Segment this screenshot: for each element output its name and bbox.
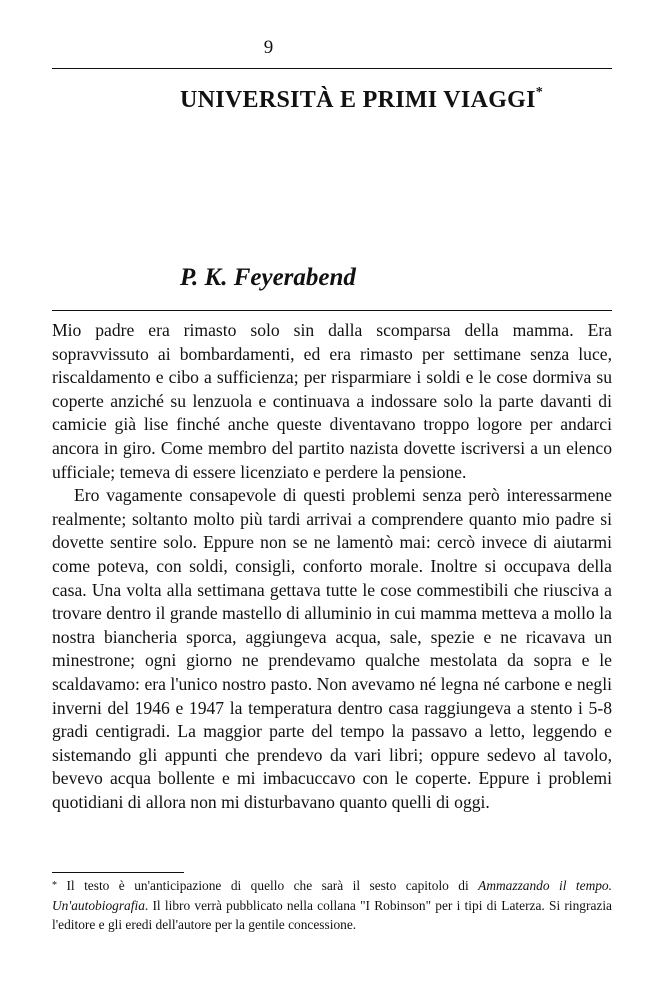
footnote-marker: * bbox=[52, 880, 57, 891]
chapter-title bbox=[180, 87, 543, 114]
paragraph-2: Ero vagamente consapevole di questi problemi senza però interessarmene realmente; soltanto molto più tardi arrivai a comprendere quanto mio padre si dovette sentire solo. Eppure non se ne lamentò mai: cercò invece di aiutarmi come poteva, con soldi, consigli, conforto morale. Inoltre si occupava della casa. Una volta alla settimana gettava tutte le cose commestibili che riusciva a trovare dentro il grande mastello di alluminio in cui mamma metteva a mollo la nostra biancheria sporca, aggiungeva acqua, sale, spezie e ne ricavava un minestrone; ogni giorno ne prendevamo qualche mestolata da sopra e le scaldavamo: era l'unico nostro pasto. Non avevamo né legna né carbone e negli inverni del 1946 e 1947 la temperatura dentro casa raggiungeva a stento i 5-8 gradi centigradi. La maggior parte del tempo la passavo a letto, leggendo e sistemando gli appunti che prendevo da vari libri; oppure sedevo al tavolo, bevevo acqua bollente e mi imbacuccavo con le coperte. Eppure i problemi quotidiani di allora non mi disturbavano quanto quelli di oggi. bbox=[52, 485, 612, 812]
author-name: P. K. Feyerabend bbox=[180, 264, 356, 291]
body-text bbox=[52, 319, 612, 814]
footnote bbox=[52, 876, 612, 935]
footnote-text-after: . Il libro verrà pubblicato nella collana "I Robinson" per i tipi di Laterza. Si ringrazia l'editore e gli eredi dell'autore per la gentile concessione. bbox=[52, 897, 612, 932]
page-number: 9 bbox=[263, 37, 274, 58]
header-rule bbox=[52, 68, 612, 69]
footnote-rule bbox=[52, 872, 184, 873]
footnote-text-before: Il testo è un'anticipazione di quello che sarà il sesto capitolo di bbox=[66, 878, 479, 893]
author-rule bbox=[52, 310, 612, 311]
paragraph-1: Mio padre era rimasto solo sin dalla scomparsa della mamma. Era sopravvissuto ai bombardamenti, ed era rimasto per settimane senza luce, riscaldamento e cibo a sufficienza; per risparmiare i soldi e le cose dormiva su coperte anziché su lenzuola e continuava a indossare solo la parte davanti di camicie già lise finché anche queste diventavano troppo logore per andarci ancora in giro. Come membro del partito nazista dovette iscriversi a un elenco ufficiale; temeva di essere licenziato e perdere la pensione. bbox=[52, 320, 612, 482]
footnote-book-title: Ammazzando il tempo. Un'autobiografia bbox=[52, 878, 612, 913]
chapter-note-marker: * bbox=[535, 85, 544, 100]
chapter-title-text: UNIVERSITÀ E PRIMI VIAGGI bbox=[180, 87, 536, 113]
